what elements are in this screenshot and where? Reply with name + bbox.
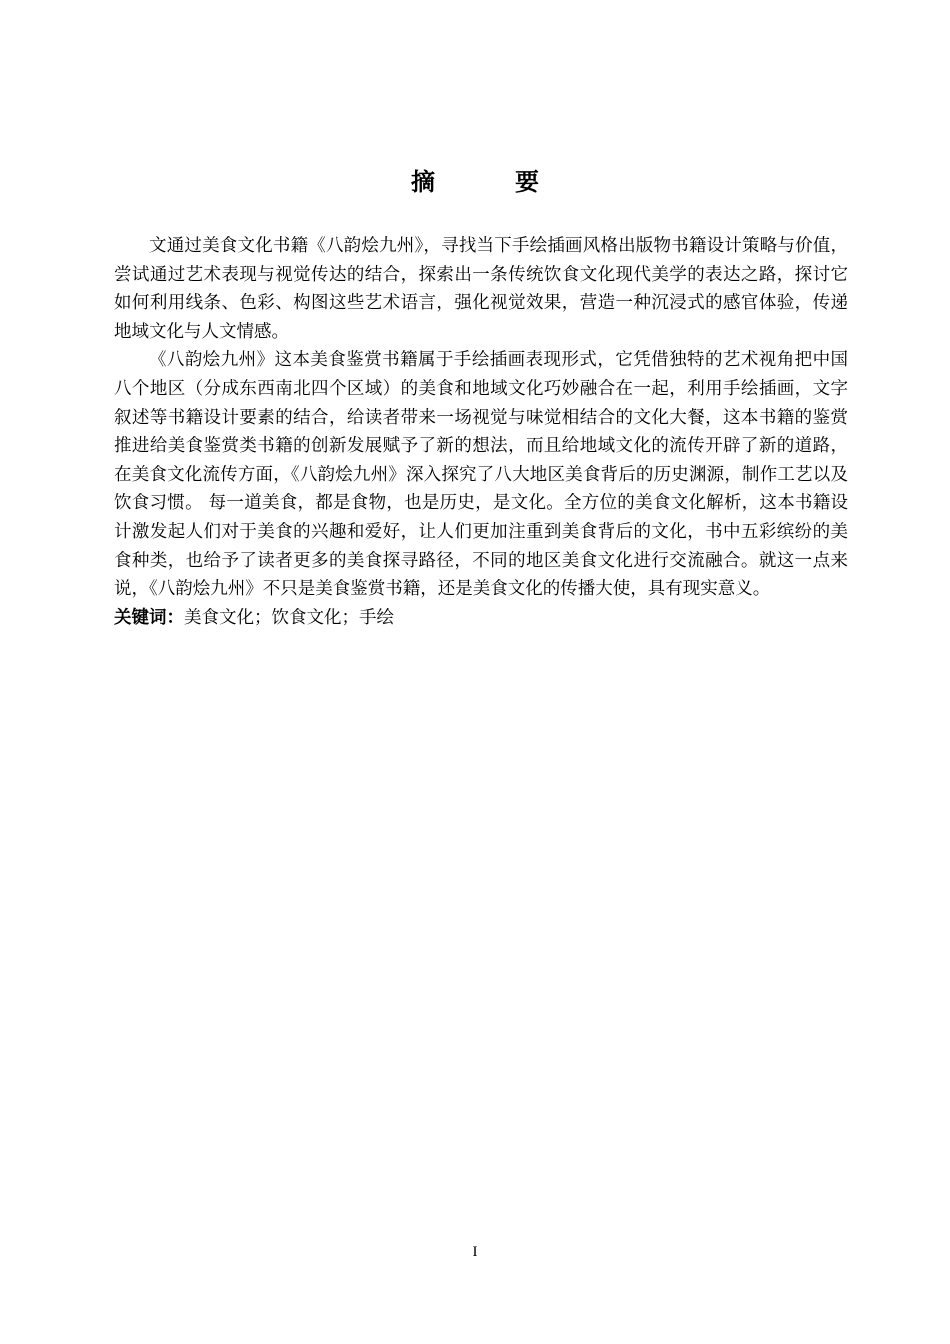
abstract-paragraph-2: 《八韵烩九州》这本美食鉴赏书籍属于手绘插画表现形式，它凭借独特的艺术视角把中国八个地区（分成东西南北四个区域）的美食和地域文化巧妙融合在一起，利用手绘插画，文字叙述等书籍设计要素的结合，给读者带来一场视觉与味觉相结合的文化大餐，这本书籍的鉴赏推进给美食鉴赏类书籍的创新发展赋予了新的想法，而且给地域文化的流传开辟了新的道路，在美食文化流传方面，《八韵烩九州》深入探究了八大地区美食背后的历史渊源，制作工艺以及饮食习惯。 每一道美食，都是食物，也是历史，是文化。全方位的美食文化解析，这本书籍设计激发起人们对于美食的兴趣和爱好，让人们更加注重到美食背后的文化，书中五彩缤纷的美食种类，也给予了读者更多的美食探寻路径，不同的地区美食文化进行交流融合。就这一点来说，《八韵烩九州》不只是美食鉴赏书籍，还是美食文化的传播大使，具有现实意义。 (114, 350, 848, 600)
keywords-value: 美食文化；饮食文化；手绘 (184, 607, 394, 628)
page-number: I (472, 1244, 478, 1260)
abstract-title: 摘 要 (411, 168, 567, 196)
abstract-body (114, 232, 848, 632)
keywords-line (114, 604, 848, 633)
keywords-label: 关键词： (114, 607, 184, 628)
abstract-paragraph-1: 文通过美食文化书籍《八韵烩九州》，寻找当下手绘插画风格出版物书籍设计策略与价值，尝试通过艺术表现与视觉传达的结合，探索出一条传统饮食文化现代美学的表达之路，探讨它如何利用线条、色彩、构图这些艺术语言，强化视觉效果，营造一种沉浸式的感官体验，传递地域文化与人文情感。 (114, 236, 848, 342)
